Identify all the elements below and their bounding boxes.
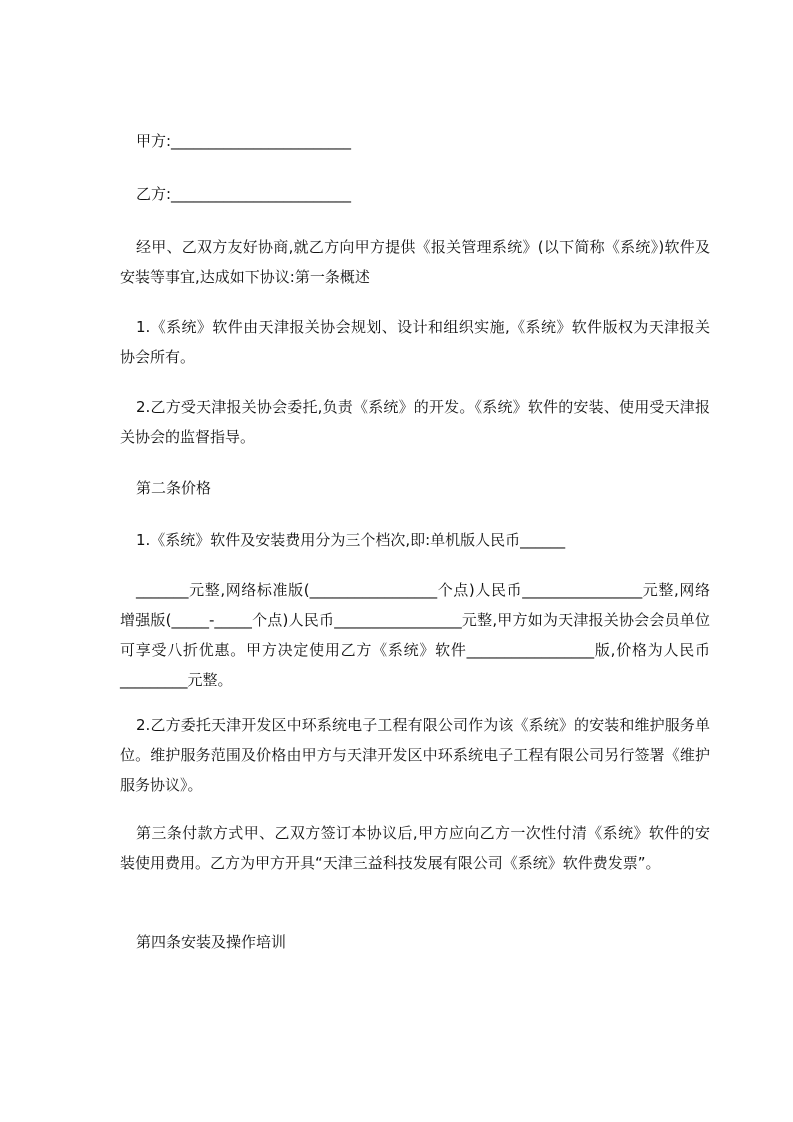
article2-item2: 2.乙方委托天津开发区中环系统电子工程有限公司作为该《系统》的安装和维护服务单位。维护服务范围及价格由甲方与天津开发区中环系统电子工程有限公司另行签署《维护服务协议》。 bbox=[120, 716, 710, 794]
article2-title: 第二条价格 bbox=[136, 479, 212, 497]
intro-paragraph: 经甲、乙双方友好协商,就乙方向甲方提供《报关管理系统》(以下简称《系统》)软件及安装等事宜,达成如下协议:第一条概述 bbox=[120, 238, 710, 286]
article2-item1-continuation: _______元整,网络标准版(_________________个点)人民币________________元整,网络增强版(_____-_____个点)人民币_________________元整,甲方如为天津报关协会会员单位可享受八折优惠。甲方决定使用乙方《系统》软件_________________版,价格为人民币_________元整。 bbox=[120, 581, 710, 689]
article1-item2: 2.乙方受天津报关协会委托,负责《系统》的开发。《系统》软件的安装、使用受天津报关协会的监督指导。 bbox=[120, 398, 710, 446]
article4-title: 第四条安装及操作培训 bbox=[136, 933, 287, 951]
article2-item1-first-line: 1.《系统》软件及安装费用分为三个档次,即:单机版人民币______ bbox=[136, 531, 566, 549]
party-a-line: 甲方:________________________ bbox=[136, 132, 352, 150]
party-b-line: 乙方:________________________ bbox=[136, 185, 352, 203]
article1-item1: 1.《系统》软件由天津报关协会规划、设计和组织实施,《系统》软件版权为天津报关协会所有。 bbox=[120, 318, 710, 366]
article3-paragraph: 第三条付款方式甲、乙双方签订本协议后,甲方应向乙方一次性付清《系统》软件的安装使用费用。乙方为甲方开具“天津三益科技发展有限公司《系统》软件费发票”。 bbox=[120, 824, 710, 872]
